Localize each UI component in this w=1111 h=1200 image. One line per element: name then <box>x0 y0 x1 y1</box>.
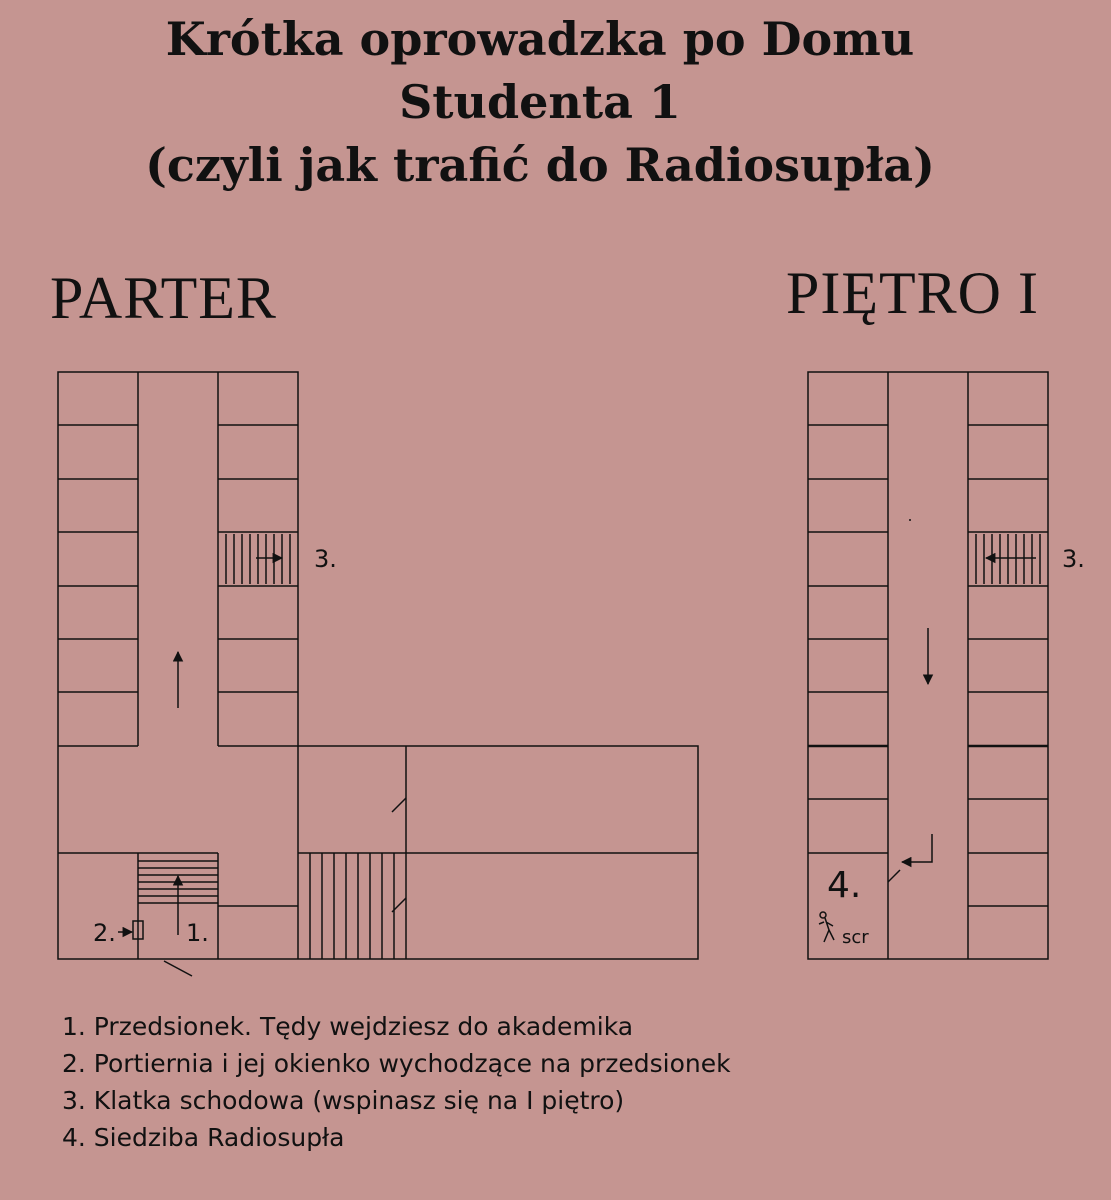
first-right-rooms <box>968 425 1048 906</box>
legend-item: 4. Siedziba Radiosupła <box>62 1123 345 1152</box>
ground-floor-title: PARTER <box>50 265 277 331</box>
ground-label-2: 2. <box>93 919 116 947</box>
first-label-3: 3. <box>1062 545 1085 573</box>
legend-item: 2. Portiernia i jej okienko wychodzące na przedsionek <box>62 1049 731 1078</box>
scr-label: scr <box>842 927 869 948</box>
first-turn-arrow-icon <box>902 834 932 862</box>
legend-item: 3. Klatka schodowa (wspinasz się na I piętro) <box>62 1086 625 1115</box>
legend <box>62 1008 731 1156</box>
ground-right-rooms <box>218 425 298 746</box>
ground-floor-plan <box>58 372 698 976</box>
ground-left-rooms <box>58 425 138 746</box>
runner-icon <box>819 912 834 942</box>
wing-stairs <box>310 853 394 959</box>
first-label-4: 4. <box>827 865 862 906</box>
legend-item: 1. Przedsionek. Tędy wejdziesz do akademika <box>62 1012 634 1041</box>
ground-label-1: 1. <box>186 919 209 947</box>
title-line-1: Krótka oprowadzka po Domu <box>165 12 915 66</box>
entrance-door <box>164 961 192 976</box>
ground-label-3: 3. <box>314 545 337 573</box>
title-line-3: (czyli jak trafić do Radiosupła) <box>145 138 935 192</box>
ground-staircase-3 <box>226 534 290 584</box>
first-staircase-3 <box>976 534 1040 584</box>
first-floor-title: PIĘTRO I <box>786 260 1039 326</box>
title-line-2: Studenta 1 <box>399 75 681 129</box>
ground-floor-outline <box>58 372 698 959</box>
first-left-rooms <box>808 425 888 853</box>
